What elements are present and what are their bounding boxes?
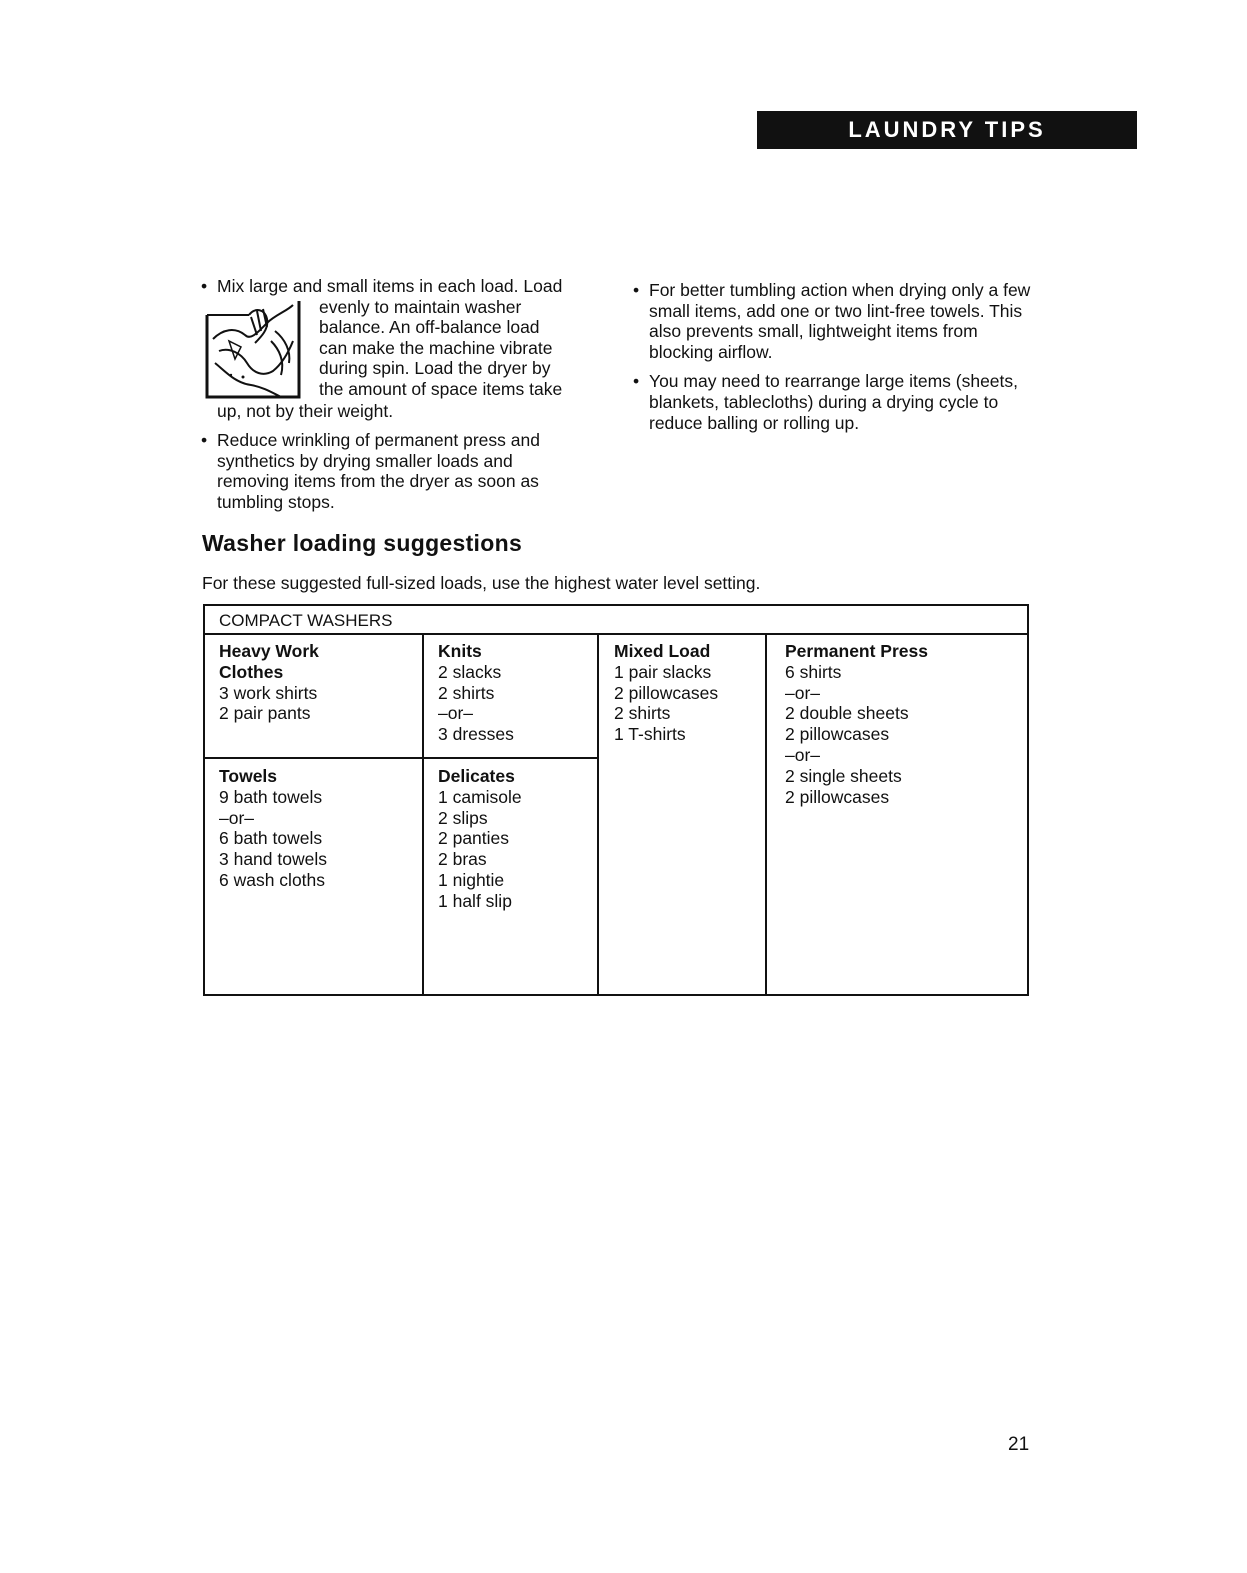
cell-item: 1 half slip xyxy=(438,890,512,911)
cell-permanent-press xyxy=(785,641,928,807)
cell-heading: Permanent Press xyxy=(785,641,928,661)
cell-item: 3 hand towels xyxy=(219,849,327,870)
cell-item: 2 slacks xyxy=(438,661,502,682)
cell-item: 6 bath towels xyxy=(219,828,323,849)
cell-heading: Delicates xyxy=(438,766,515,786)
table-col-divider-3 xyxy=(765,633,767,994)
cell-item: 1 T-shirts xyxy=(614,724,686,745)
tip-mix-items-line1: • Mix large and small items in each load. Load xyxy=(217,276,563,296)
cell-heavy-work xyxy=(219,641,319,724)
cell-item: –or– xyxy=(438,703,474,724)
table-header-divider xyxy=(205,633,1027,635)
tip-mix-items-line5: during spin. Load the dryer by xyxy=(319,358,551,379)
section-intro: For these suggested full-sized loads, use the highest water level setting. xyxy=(202,573,761,593)
cell-item: –or– xyxy=(785,682,821,703)
cell-item: 1 camisole xyxy=(438,786,522,807)
cell-heading: Mixed Load xyxy=(614,641,711,661)
cell-item: 2 pillowcases xyxy=(614,682,719,703)
compact-washers-table xyxy=(203,604,1029,996)
table-col-divider-1 xyxy=(422,633,424,994)
cell-item: 6 wash cloths xyxy=(219,869,326,890)
cell-item: 1 nightie xyxy=(438,869,505,890)
cell-item: 2 single sheets xyxy=(785,765,902,786)
tip-mix-items-line2: evenly to maintain washer xyxy=(319,296,522,317)
tips-right-column xyxy=(632,280,1042,442)
cell-heading: Knits xyxy=(438,641,482,661)
cell-item: 2 pair pants xyxy=(219,703,311,724)
section-header-label: LAUNDRY TIPS xyxy=(848,117,1046,142)
section-header-bar xyxy=(757,111,1137,149)
cell-item: 2 pillowcases xyxy=(785,786,890,807)
table-col-divider-2 xyxy=(597,633,599,994)
cell-heading: Clothes xyxy=(219,661,284,682)
tip-mix-items xyxy=(200,276,610,421)
tip-reduce-wrinkling: • Reduce wrinkling of permanent press and synthetics by drying smaller loads and removing items from the dryer as soon as tumbling stops. xyxy=(200,430,577,512)
tip-rearrange-items: • You may need to rearrange large items (sheets, blankets, tablecloths) during a drying cycle to reduce balling or rolling up. xyxy=(632,371,1019,433)
tip-mix-items-line7: up, not by their weight. xyxy=(217,400,394,421)
section-title: Washer loading suggestions xyxy=(202,530,523,556)
table-row-divider xyxy=(205,757,598,759)
cell-knits xyxy=(438,641,514,745)
cell-heading: Heavy Work xyxy=(219,641,319,661)
cell-item: 6 shirts xyxy=(785,661,842,682)
cell-item: –or– xyxy=(785,744,821,765)
hands-loading-icon xyxy=(201,301,301,399)
table-title: COMPACT WASHERS xyxy=(219,611,393,630)
cell-item: 3 work shirts xyxy=(219,682,318,703)
cell-towels xyxy=(219,766,327,891)
cell-item: 2 slips xyxy=(438,807,488,828)
cell-delicates xyxy=(438,766,522,912)
cell-item: 2 shirts xyxy=(614,703,671,724)
tip-mix-items-line6: the amount of space items take xyxy=(319,378,563,399)
page-number: 21 xyxy=(1008,1434,1030,1455)
cell-item: 9 bath towels xyxy=(219,786,323,807)
tips-left-column xyxy=(200,276,610,522)
tip-mix-items-line4: can make the machine vibrate xyxy=(319,337,553,358)
cell-item: 1 pair slacks xyxy=(614,661,712,682)
tip-better-tumbling: • For better tumbling action when drying only a few small items, add one or two lint-free towels. This also prevents small, lightweight items from blocking airflow. xyxy=(632,280,1041,362)
cell-item: 2 bras xyxy=(438,849,487,870)
cell-item: 3 dresses xyxy=(438,724,514,745)
cell-mixed-load xyxy=(614,641,718,745)
cell-item: 2 shirts xyxy=(438,682,495,703)
cell-item: 2 pillowcases xyxy=(785,724,890,745)
tip-mix-items-line3: balance. An off-balance load xyxy=(319,317,540,338)
cell-item: 2 double sheets xyxy=(785,703,909,724)
cell-heading: Towels xyxy=(219,766,278,786)
cell-item: –or– xyxy=(219,807,255,828)
laundry-load-illustration xyxy=(201,301,313,401)
cell-item: 2 panties xyxy=(438,828,510,849)
